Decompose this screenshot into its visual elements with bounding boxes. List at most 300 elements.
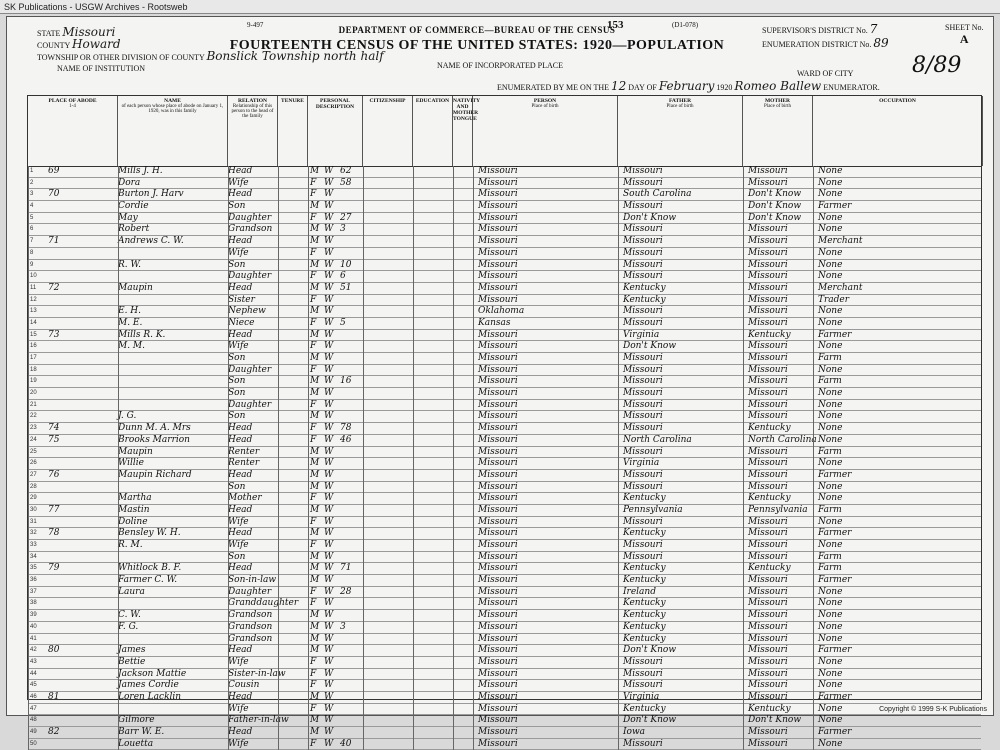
- table-row: [28, 587, 981, 599]
- cell-race: W: [324, 189, 334, 200]
- cell-birth: Missouri: [478, 691, 518, 702]
- cell-mother: Missouri: [748, 680, 788, 691]
- cell-name: Jackson Mattie: [118, 668, 187, 679]
- cell-rel: Daughter: [228, 586, 272, 597]
- table-row: [28, 505, 981, 517]
- enumerator-name: Romeo Ballew: [734, 79, 822, 93]
- column-headers: [28, 96, 981, 167]
- table-row: [28, 727, 981, 739]
- cell-occ: None: [818, 411, 843, 422]
- table-row: [28, 610, 981, 622]
- cell-occ: None: [818, 399, 843, 410]
- cell-sex: M: [310, 282, 320, 293]
- cell-father: Missouri: [623, 446, 663, 457]
- cell-birth: Missouri: [478, 610, 518, 621]
- cell-mother: Missouri: [748, 411, 788, 422]
- cell-birth: Missouri: [478, 551, 518, 562]
- cell-occ: None: [818, 224, 843, 235]
- cell-mother: Missouri: [748, 376, 788, 387]
- column-rule: [473, 166, 474, 750]
- cell-race: W: [324, 317, 334, 328]
- cell-birth: Missouri: [478, 294, 518, 305]
- cell-rel: Daughter: [228, 399, 272, 410]
- cell-mother: Missouri: [748, 247, 788, 258]
- cell-name: Burton J. Harv: [118, 189, 184, 200]
- table-row: [28, 166, 981, 178]
- line-number: 11: [30, 284, 37, 291]
- cell-birth: Missouri: [478, 469, 518, 480]
- cell-mother: Missouri: [748, 353, 788, 363]
- cell-mother: Missouri: [748, 727, 788, 737]
- cell-father: Missouri: [623, 166, 663, 176]
- line-number: 18: [30, 366, 37, 373]
- table-row: [28, 283, 981, 295]
- cell-race: W: [324, 376, 334, 387]
- cell-sex: F: [310, 189, 317, 200]
- table-row: [28, 178, 981, 190]
- line-number: 13: [30, 308, 37, 315]
- column-header-sub: Place of birth: [764, 104, 791, 109]
- incorporated-label: NAME OF INCORPORATED PLACE: [437, 61, 564, 70]
- cell-race: W: [324, 212, 334, 223]
- line-number: 16: [30, 343, 37, 350]
- table-row: [28, 657, 981, 669]
- cell-birth: Missouri: [478, 388, 518, 399]
- cell-mother: Kentucky: [748, 563, 791, 574]
- table-row: [28, 306, 981, 318]
- cell-occ: None: [818, 656, 843, 667]
- table-row: [28, 540, 981, 552]
- cell-sex: F: [310, 434, 317, 445]
- cell-age: 3: [340, 224, 346, 235]
- line-number: 33: [30, 542, 37, 548]
- cell-occ: Farmer: [818, 645, 852, 656]
- cell-father: Iowa: [623, 727, 646, 737]
- cell-age: 10: [340, 259, 352, 270]
- line-number: 49: [30, 729, 37, 735]
- line-number: 14: [30, 319, 37, 326]
- cell-race: W: [324, 645, 334, 656]
- line-number: 21: [30, 401, 37, 408]
- cell-name: Loren Lacklin: [118, 691, 182, 702]
- table-row: [28, 248, 981, 260]
- line-number: 46: [30, 693, 37, 700]
- cell-sex: M: [310, 224, 320, 235]
- cell-race: W: [324, 493, 334, 504]
- table-row: [28, 353, 981, 365]
- cell-birth: Missouri: [478, 493, 518, 504]
- cell-race: W: [324, 738, 334, 749]
- enumerated-day: 12: [611, 79, 627, 93]
- ward-label: WARD OF CITY: [797, 69, 854, 78]
- cell-occ: Farmer: [818, 691, 852, 702]
- cell-rel: Wife: [228, 656, 249, 667]
- cell-father: Missouri: [623, 271, 663, 282]
- line-number: 36: [30, 577, 37, 584]
- cell-race: W: [324, 656, 334, 667]
- column-rule: [28, 166, 29, 750]
- cell-occ: None: [818, 317, 843, 328]
- cell-name: Mills R. K.: [118, 329, 166, 340]
- cell-rel: Head: [228, 645, 253, 656]
- cell-occ: Farmer: [818, 469, 852, 480]
- cell-rel: Grandson: [228, 610, 273, 621]
- cell-father: Missouri: [623, 540, 663, 550]
- cell-sex: F: [310, 247, 317, 258]
- cell-birth: Missouri: [478, 434, 518, 445]
- cell-age: 78: [340, 423, 352, 434]
- cell-sex: F: [310, 586, 317, 597]
- cell-dwelling: 80: [48, 645, 60, 656]
- line-number: 50: [30, 740, 37, 747]
- table-row: [28, 528, 981, 540]
- supervisor-label: SUPERVISOR'S DISTRICT No.: [762, 26, 868, 35]
- cell-birth: Missouri: [478, 376, 518, 387]
- cell-name: Cordie: [118, 201, 149, 212]
- cell-sex: F: [310, 423, 317, 434]
- sheet-label: SHEET No.: [945, 23, 984, 32]
- cell-birth: Missouri: [478, 458, 518, 469]
- cell-race: W: [324, 703, 334, 714]
- cell-rel: Father-in-law: [228, 715, 289, 726]
- table-row: [28, 365, 981, 377]
- cell-race: W: [324, 668, 334, 679]
- cell-mother: Missouri: [748, 738, 788, 749]
- cell-father: Kentucky: [623, 493, 666, 504]
- cell-birth: Missouri: [478, 563, 518, 574]
- cell-dwelling: 75: [48, 434, 60, 445]
- cell-occ: None: [818, 610, 843, 621]
- cell-birth: Missouri: [478, 423, 518, 434]
- cell-mother: Missouri: [748, 224, 788, 235]
- cell-sex: M: [310, 727, 320, 737]
- cell-birth: Missouri: [478, 680, 518, 691]
- cell-mother: Don't Know: [748, 189, 802, 200]
- page-title: FOURTEENTH CENSUS OF THE UNITED STATES: 1920—POPULATION: [229, 38, 725, 53]
- column-header-title: OCCUPATION: [879, 98, 916, 104]
- cell-birth: Missouri: [478, 715, 518, 726]
- cell-name: Robert: [118, 224, 150, 235]
- line-number: 19: [30, 378, 37, 385]
- cell-occ: Farm: [818, 504, 842, 515]
- cell-father: Missouri: [623, 738, 663, 749]
- cell-father: Missouri: [623, 376, 663, 387]
- cell-age: 3: [340, 621, 346, 632]
- cell-race: W: [324, 633, 334, 644]
- cell-sex: F: [310, 738, 317, 749]
- cell-rel: Son: [228, 481, 246, 492]
- cell-race: W: [324, 540, 334, 550]
- cell-mother: Kentucky: [748, 423, 791, 434]
- table-row: [28, 493, 981, 505]
- cell-birth: Missouri: [478, 540, 518, 550]
- table-row: [28, 563, 981, 575]
- cell-birth: Oklahoma: [478, 306, 525, 317]
- column-header-title: PLACE OF ABODE: [48, 98, 97, 104]
- cell-race: W: [324, 504, 334, 515]
- cell-name: Farmer C. W.: [118, 575, 178, 586]
- cell-dwelling: 73: [48, 329, 60, 340]
- enumerated-month: February: [658, 79, 715, 93]
- cell-sex: F: [310, 668, 317, 679]
- cell-rel: Son: [228, 376, 246, 387]
- line-number: 2: [30, 179, 34, 186]
- table-row: [28, 598, 981, 610]
- cell-rel: Head: [228, 528, 253, 539]
- state-value: Missouri: [62, 25, 116, 39]
- cell-sex: M: [310, 469, 320, 480]
- cell-mother: Missouri: [748, 306, 788, 317]
- line-number: 8: [30, 249, 34, 256]
- cell-race: W: [324, 411, 334, 422]
- cell-dwelling: 74: [48, 423, 60, 434]
- cell-birth: Missouri: [478, 528, 518, 539]
- cell-race: W: [324, 282, 334, 293]
- cell-birth: Missouri: [478, 586, 518, 597]
- cell-rel: Son: [228, 411, 246, 422]
- cell-age: 71: [340, 563, 352, 574]
- cell-race: W: [324, 563, 334, 574]
- cell-name: Maupin: [118, 446, 153, 457]
- cell-mother: Don't Know: [748, 212, 802, 223]
- column-header-title: PERSONAL DESCRIPTION: [315, 98, 355, 110]
- census-sheet: [6, 16, 994, 749]
- cell-father: Missouri: [623, 656, 663, 667]
- cell-mother: Missouri: [748, 586, 788, 597]
- cell-father: Kentucky: [623, 575, 666, 586]
- cell-name: C. W.: [118, 610, 141, 621]
- cell-rel: Daughter: [228, 212, 272, 223]
- cell-mother: Missouri: [748, 317, 788, 328]
- cell-mother: Missouri: [748, 691, 788, 702]
- cell-rel: Son: [228, 259, 246, 270]
- cell-rel: Wife: [228, 703, 249, 714]
- cell-sex: M: [310, 621, 320, 632]
- cell-birth: Missouri: [478, 201, 518, 212]
- cell-sex: M: [310, 259, 320, 270]
- line-number: 28: [30, 483, 37, 490]
- cell-race: W: [324, 458, 334, 469]
- cell-mother: Missouri: [748, 364, 788, 375]
- cell-occ: Farm: [818, 353, 842, 363]
- cell-race: W: [324, 680, 334, 691]
- line-number: 24: [30, 436, 37, 443]
- cell-sex: M: [310, 236, 320, 247]
- cell-race: W: [324, 247, 334, 258]
- cell-race: W: [324, 715, 334, 726]
- cell-race: W: [324, 528, 334, 539]
- cell-race: W: [324, 177, 334, 188]
- column-header: [413, 96, 453, 166]
- supervisor-value: 7: [869, 22, 878, 36]
- cell-name: Dora: [118, 177, 141, 188]
- form-number-secondary: (D1-078): [672, 21, 699, 29]
- line-number: 41: [30, 635, 37, 642]
- page-number: 153: [607, 19, 624, 31]
- cell-race: W: [324, 364, 334, 375]
- cell-occ: Farmer: [818, 528, 852, 539]
- cell-race: W: [324, 598, 334, 609]
- cell-rel: Renter: [228, 458, 260, 469]
- table-row: [28, 517, 981, 529]
- cell-sex: F: [310, 516, 317, 527]
- cell-name: Maupin: [118, 282, 153, 293]
- cell-birth: Missouri: [478, 224, 518, 235]
- line-number: 48: [30, 717, 37, 724]
- cell-name: J. G.: [118, 411, 137, 422]
- cell-sex: M: [310, 645, 320, 656]
- cell-birth: Missouri: [478, 411, 518, 422]
- county-label: COUNTY: [37, 41, 71, 50]
- cell-father: Pennsylvania: [623, 504, 683, 515]
- table-row: [28, 622, 981, 634]
- cell-father: Missouri: [623, 306, 663, 317]
- cell-birth: Missouri: [478, 329, 518, 340]
- cell-race: W: [324, 551, 334, 562]
- table-row: [28, 435, 981, 447]
- cell-occ: Farmer: [818, 329, 852, 340]
- table-row: [28, 470, 981, 482]
- cell-father: Kentucky: [623, 294, 666, 305]
- cell-rel: Head: [228, 691, 253, 702]
- cell-race: W: [324, 201, 334, 212]
- cell-dwelling: 81: [48, 691, 60, 702]
- cell-age: 28: [340, 586, 352, 597]
- cell-occ: Merchant: [818, 282, 863, 293]
- cell-sex: M: [310, 633, 320, 644]
- cell-sex: F: [310, 341, 317, 352]
- cell-mother: Don't Know: [748, 201, 802, 212]
- cell-father: Missouri: [623, 516, 663, 527]
- line-number: 20: [30, 390, 37, 397]
- cell-occ: None: [818, 738, 843, 749]
- cell-name: Martha: [118, 493, 152, 504]
- cell-rel: Head: [228, 423, 253, 434]
- line-number: 15: [30, 331, 37, 338]
- cell-birth: Missouri: [478, 282, 518, 293]
- enum-district-label: ENUMERATION DISTRICT No.: [762, 40, 872, 49]
- cell-birth: Missouri: [478, 516, 518, 527]
- cell-occ: None: [818, 271, 843, 282]
- cell-race: W: [324, 469, 334, 480]
- cell-sex: F: [310, 598, 317, 609]
- cell-sex: F: [310, 493, 317, 504]
- cell-mother: Kentucky: [748, 493, 791, 504]
- cell-age: 62: [340, 166, 352, 176]
- cell-father: South Carolina: [623, 189, 692, 200]
- cell-rel: Head: [228, 329, 253, 340]
- line-number: 5: [30, 214, 34, 221]
- cell-rel: Grandson: [228, 224, 273, 235]
- column-header: [453, 96, 481, 166]
- cell-sex: F: [310, 364, 317, 375]
- incorporated-place: [437, 61, 563, 70]
- line-number: 22: [30, 413, 37, 420]
- cell-sex: M: [310, 201, 320, 212]
- cell-race: W: [324, 727, 334, 737]
- cell-occ: Farm: [818, 446, 842, 457]
- cell-occ: None: [818, 715, 843, 726]
- cell-birth: Missouri: [478, 259, 518, 270]
- cell-mother: Missouri: [748, 656, 788, 667]
- cell-mother: Kentucky: [748, 703, 791, 714]
- cell-race: W: [324, 236, 334, 247]
- cell-sex: M: [310, 446, 320, 457]
- cell-birth: Missouri: [478, 656, 518, 667]
- table-row: [28, 634, 981, 646]
- cell-sex: M: [310, 376, 320, 387]
- cell-mother: Missouri: [748, 610, 788, 621]
- cell-sex: M: [310, 504, 320, 515]
- cell-father: Don't Know: [623, 715, 677, 726]
- cell-rel: Daughter: [228, 271, 272, 282]
- cell-father: Missouri: [623, 364, 663, 375]
- cell-occ: None: [818, 341, 843, 352]
- cell-mother: Missouri: [748, 621, 788, 632]
- cell-mother: Kentucky: [748, 329, 791, 340]
- form-number: 9-497: [247, 21, 264, 29]
- cell-name: Mastin: [118, 504, 150, 515]
- handwritten-sheet-number: 8/89: [912, 53, 962, 78]
- table-row: [28, 341, 981, 353]
- cell-mother: Missouri: [748, 575, 788, 586]
- state-label: STATE: [37, 29, 61, 38]
- cell-father: Kentucky: [623, 703, 666, 714]
- cell-mother: Missouri: [748, 551, 788, 562]
- cell-age: 27: [340, 212, 352, 223]
- cell-mother: Missouri: [748, 341, 788, 352]
- line-number: 10: [30, 273, 37, 280]
- township-value: Bonslick Township north half: [206, 49, 384, 63]
- cell-father: Missouri: [623, 259, 663, 270]
- line-number: 44: [30, 670, 37, 677]
- column-header-sub: Place of birth: [531, 104, 559, 109]
- cell-sex: M: [310, 411, 320, 422]
- column-rule: [413, 166, 414, 750]
- institution-label: NAME OF INSTITUTION: [57, 64, 145, 73]
- cell-occ: None: [818, 189, 843, 200]
- cell-father: Don't Know: [623, 341, 677, 352]
- table-row: [28, 704, 981, 716]
- cell-race: W: [324, 341, 334, 352]
- cell-occ: None: [818, 680, 843, 691]
- cell-name: Bettie: [118, 656, 146, 667]
- cell-name: M. M.: [118, 341, 146, 352]
- cell-father: Missouri: [623, 551, 663, 562]
- cell-occ: None: [818, 586, 843, 597]
- cell-sex: F: [310, 703, 317, 714]
- column-rule: [363, 166, 364, 750]
- cell-father: Kentucky: [623, 633, 666, 644]
- cell-race: W: [324, 446, 334, 457]
- column-header-sub: Relationship of this person to the head of the family: [231, 104, 274, 119]
- line-number: 25: [30, 448, 37, 455]
- cell-birth: Missouri: [478, 645, 518, 656]
- line-number: 37: [30, 588, 37, 595]
- cell-race: W: [324, 259, 334, 270]
- cell-father: Missouri: [623, 224, 663, 235]
- line-number: 31: [30, 518, 37, 525]
- table-row: [28, 388, 981, 400]
- cell-rel: Wife: [228, 516, 249, 527]
- line-number: 3: [30, 191, 34, 198]
- cell-rel: Son: [228, 388, 246, 399]
- cell-sex: M: [310, 388, 320, 399]
- table-row: [28, 271, 981, 283]
- column-header-title: EDUCATION: [415, 98, 450, 104]
- cell-race: W: [324, 516, 334, 527]
- line-number: 7: [30, 238, 34, 245]
